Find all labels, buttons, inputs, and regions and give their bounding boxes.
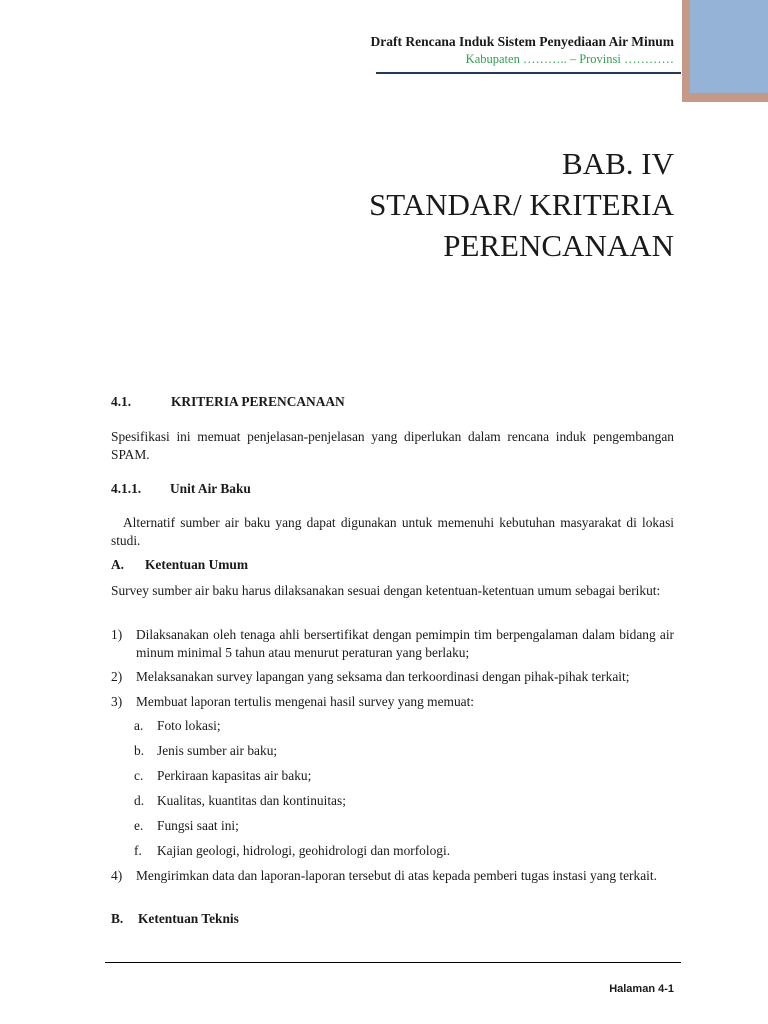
footer-rule	[105, 962, 681, 963]
sub-list-item	[134, 793, 346, 809]
sub-list-item	[134, 743, 277, 759]
part-a-marker: A.	[111, 557, 125, 572]
list-item-marker: 3)	[111, 694, 123, 709]
list-item-marker: 1)	[111, 627, 123, 642]
sub-list-marker: c.	[134, 768, 144, 783]
list-item	[111, 867, 674, 885]
sub-list-text: Kualitas, kuantitas dan kontinuitas;	[157, 793, 346, 808]
list-item-marker: 2)	[111, 669, 123, 684]
section-heading-4-1	[111, 394, 674, 410]
subsection-title: Unit Air Baku	[170, 481, 251, 496]
chapter-title-line2: PERENCANAAN	[443, 228, 674, 263]
chapter-title-line1: STANDAR/ KRITERIA	[369, 187, 674, 222]
header-rule	[376, 72, 681, 74]
part-a-title: Ketentuan Umum	[145, 557, 249, 572]
header-subtitle: Kabupaten ……….. – Provinsi …………	[465, 52, 674, 66]
sub-list-item	[134, 718, 221, 734]
list-item-text: Dilaksanakan oleh tenaga ahli bersertifikat dengan pemimpin tim berpengalaman dalam bidang air minum minimal 5 tahun atau menurut peraturan yang berlaku;	[136, 627, 674, 660]
sub-list-text: Kajian geologi, hidrologi, geohidrologi dan morfologi.	[157, 843, 451, 858]
sub-list-item	[134, 818, 239, 834]
list-item	[111, 626, 674, 662]
subsection-heading-4-1-1	[111, 481, 674, 497]
corner-decoration-tab	[690, 0, 768, 93]
section-intro-paragraph: Spesifikasi ini memuat penjelasan-penjelasan yang diperlukan dalam rencana induk pengembangan SPAM.	[111, 429, 674, 462]
list-item-text: Melaksanakan survey lapangan yang seksama dan terkoordinasi dengan pihak-pihak terkait;	[136, 669, 630, 684]
subsection-intro-paragraph: Alternatif sumber air baku yang dapat digunakan untuk memenuhi kebutuhan masyarakat di lokasi studi.	[111, 515, 674, 548]
sub-list-text: Jenis sumber air baku;	[157, 743, 278, 758]
subsection-number: 4.1.1.	[111, 481, 142, 496]
section-number: 4.1.	[111, 394, 132, 409]
list-item	[111, 668, 674, 686]
header-title: Draft Rencana Induk Sistem Penyediaan Air Minum	[370, 34, 674, 49]
sub-list-text: Perkiraan kapasitas air baku;	[157, 768, 312, 783]
sub-list-text: Fungsi saat ini;	[157, 818, 239, 833]
part-a-heading	[111, 557, 674, 573]
part-b-heading	[111, 911, 674, 927]
part-b-title: Ketentuan Teknis	[138, 911, 239, 926]
section-title: KRITERIA PERENCANAAN	[171, 394, 345, 409]
list-item	[111, 693, 674, 711]
sub-list-marker: f.	[134, 843, 142, 858]
sub-list-marker: e.	[134, 818, 144, 833]
sub-list-item	[134, 768, 311, 784]
part-a-intro-paragraph: Survey sumber air baku harus dilaksanakan sesuai dengan ketentuan-ketentuan umum sebagai berikut:	[111, 583, 661, 598]
sub-list-item	[134, 843, 450, 859]
list-item-text: Membuat laporan tertulis mengenai hasil survey yang memuat:	[136, 694, 475, 709]
list-item-text: Mengirimkan data dan laporan-laporan tersebut di atas kepada pemberi tugas instasi yang terkait.	[136, 868, 657, 883]
sub-list-marker: a.	[134, 718, 144, 733]
sub-list-text: Foto lokasi;	[157, 718, 221, 733]
part-b-marker: B.	[111, 911, 124, 926]
page-number: Halaman 4-1	[609, 983, 674, 995]
list-item-marker: 4)	[111, 868, 123, 883]
chapter-number: BAB. IV	[562, 146, 674, 181]
sub-list-marker: b.	[134, 743, 145, 758]
sub-list-marker: d.	[134, 793, 145, 808]
